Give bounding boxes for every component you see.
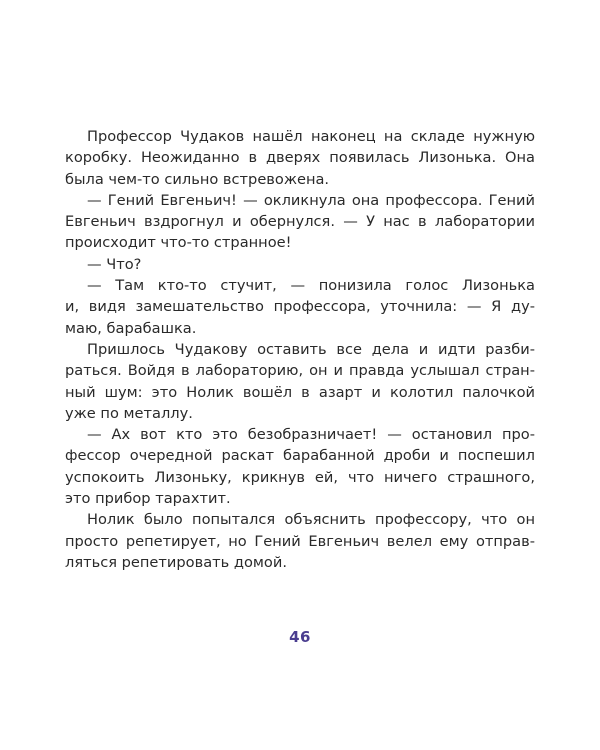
- text-line: маю, барабашка.: [65, 319, 197, 337]
- text-line: фессор очередной раскат барабанной дроби и поспешил: [65, 447, 535, 465]
- text-line: — Там кто-то стучит, — понизила голос Лизонька: [87, 277, 535, 295]
- text-line: — Гений Евгеньич! — окликнула она профессора. Гений: [87, 191, 535, 209]
- text-line: коробку. Неожиданно в дверях появилась Лизонька. Она: [65, 149, 535, 167]
- text-line: просто репетирует, но Гений Евгеньич велел ему отправ-: [65, 532, 535, 550]
- text-line: Пришлось Чудакову оставить все дела и идти разби-: [87, 340, 535, 358]
- text-line: Нолик было попытался объяснить профессору, что он: [87, 511, 535, 529]
- text-line: — Ах вот кто это безобразничает! — остановил про-: [87, 426, 535, 444]
- text-line: ный шум: это Нолик вошёл в азарт и колотил палочкой: [65, 383, 535, 401]
- text-line: успокоить Лизоньку, крикнув ей, что ничего страшного,: [65, 468, 535, 486]
- text-line: уже по металлу.: [65, 404, 193, 422]
- text-line: Евгеньич вздрогнул и обернулся. — У нас в лаборатории: [65, 213, 535, 231]
- text-line: Профессор Чудаков нашёл наконец на складе нужную: [87, 128, 535, 145]
- story-text: [65, 126, 535, 573]
- text-line: и, видя замешательство профессора, уточнила: — Я ду-: [65, 298, 535, 316]
- text-line: это прибор тарахтит.: [65, 490, 231, 508]
- text-line: ляться репетировать домой.: [65, 553, 287, 571]
- page-number: 46: [289, 628, 311, 646]
- text-line: происходит что-то странное!: [65, 234, 292, 252]
- text-line: была чем-то сильно встревожена.: [65, 170, 330, 188]
- text-line: — Что?: [87, 255, 142, 273]
- text-line: раться. Войдя в лабораторию, он и правда услышал стран-: [65, 362, 535, 380]
